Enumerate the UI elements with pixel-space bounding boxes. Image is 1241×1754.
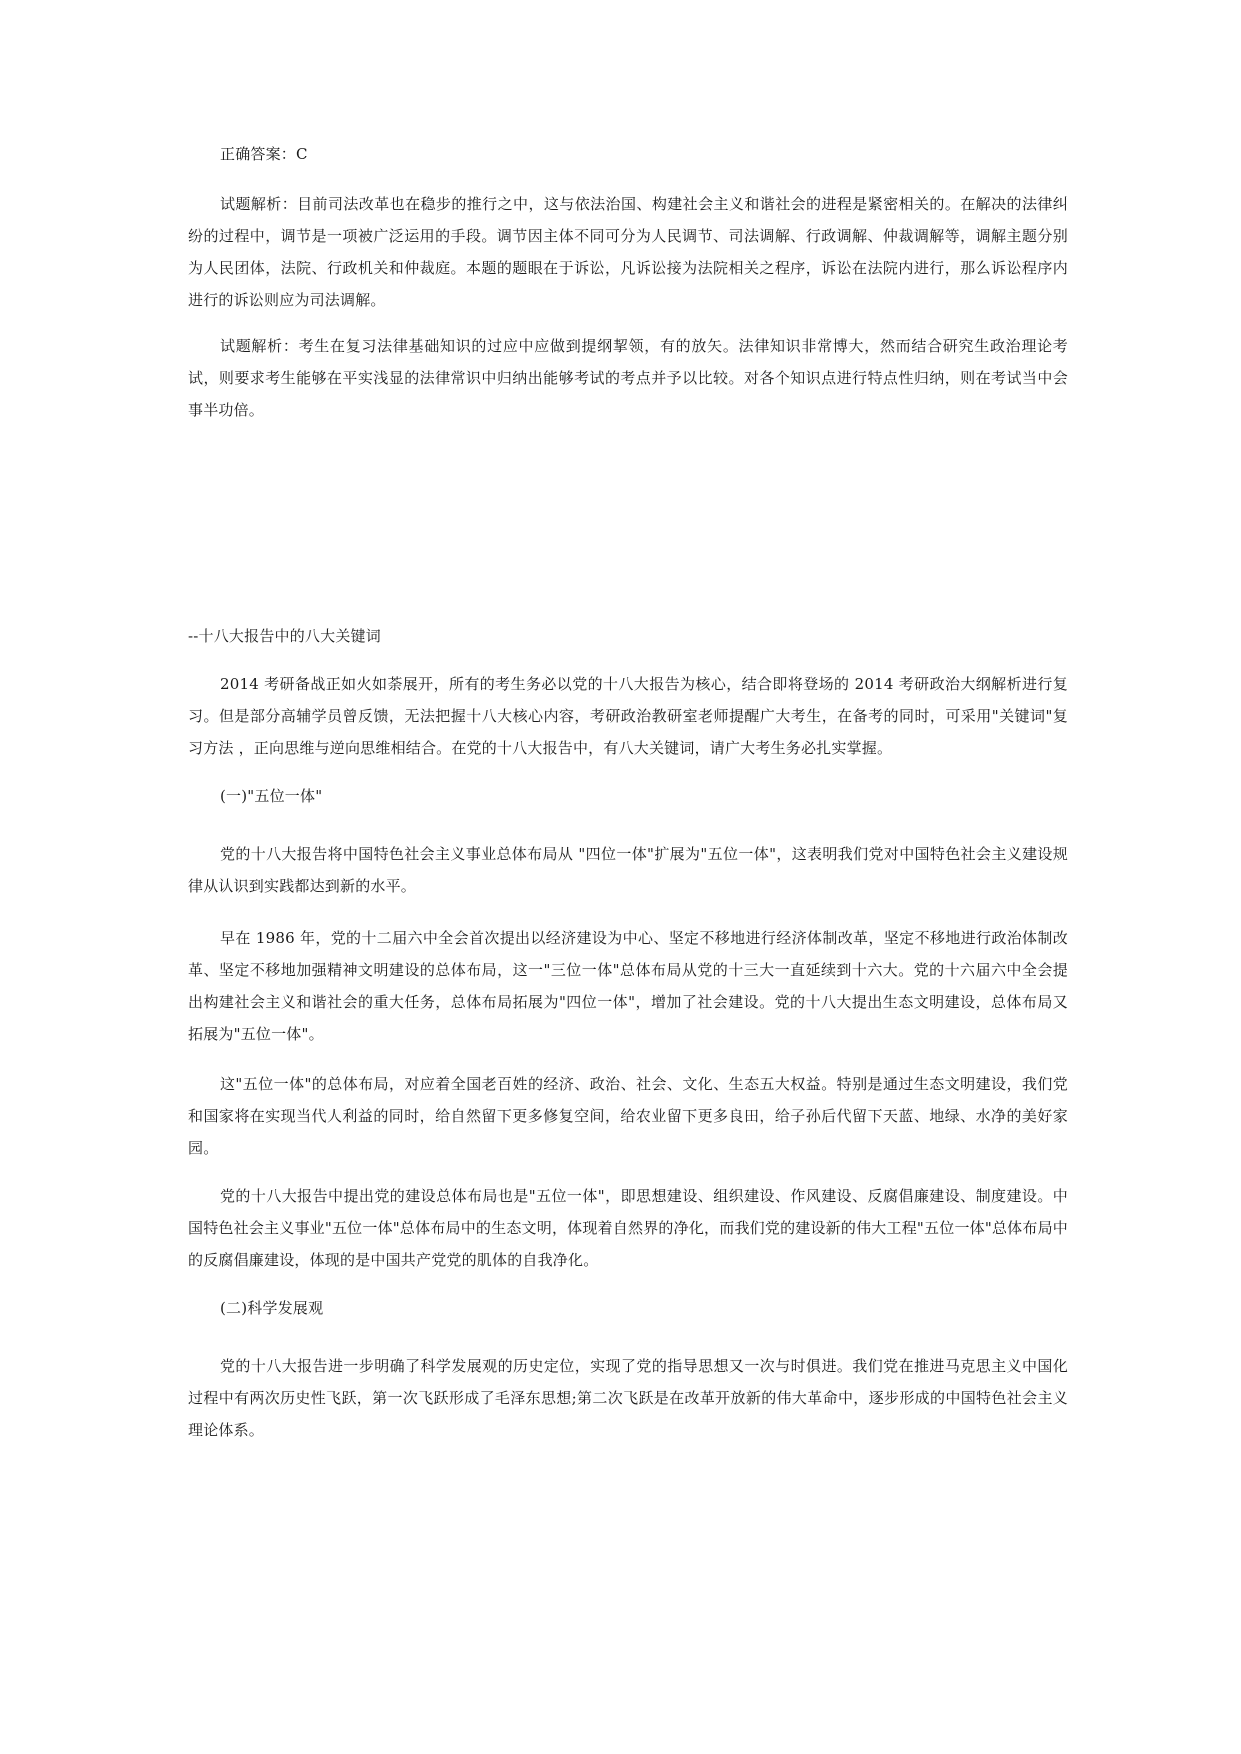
section-title: --十八大报告中的八大关键词 (188, 627, 381, 645)
analysis-paragraph-2: 试题解析：考生在复习法律基础知识的过应中应做到提纲挈领，有的放矢。法律知识非常博大，然而结合研究生政治理论考试，则要求考生能够在平实浅显的法律常识中归纳出能够考试的考点并予以比较。对各个知识点进行特点性归纳，则在考试当中会事半功倍。 (188, 337, 1068, 419)
paragraph-3: 这"五位一体"的总体布局，对应着全国老百姓的经济、政治、社会、文化、生态五大权益。特别是通过生态文明建设，我们党和国家将在实现当代人利益的同时，给自然留下更多修复空间，给农业留下更多良田，给子孙后代留下天蓝、地绿、水净的美好家园。 (188, 1075, 1068, 1157)
intro-paragraph: 2014 考研备战正如火如荼展开，所有的考生务必以党的十八大报告为核心，结合即将登场的 2014 考研政治大纲解析进行复习。但是部分高辅学员曾反馈，无法把握十八大核心内容，考研政治教研室老师提醒广大考生，在备考的同时，可采用"关键词"复习方法 ，正向思维与逆向思维相结合。在党的十八大报告中，有八大关键词，请广大考生务必扎实掌握。 (188, 675, 1068, 757)
analysis-paragraph-1: 试题解析：目前司法改革也在稳步的推行之中，这与依法治国、构建社会主义和谐社会的进程是紧密相关的。在解决的法律纠纷的过程中，调节是一项被广泛运用的手段。调节因主体不同可分为人民调节、司法调解、行政调解、仲裁调解等，调解主题分别为人民团体，法院、行政机关和仲裁庭。本题的题眼在于诉讼，凡诉讼接为法院相关之程序，诉讼在法院内进行，那么诉讼程序内进行的诉讼则应为司法调解。 (188, 195, 1068, 309)
paragraph-4: 党的十八大报告中提出党的建设总体布局也是"五位一体"，即思想建设、组织建设、作风建设、反腐倡廉建设、制度建设。中国特色社会主义事业"五位一体"总体布局中的生态文明，体现着自然界的净化，而我们党的建设新的伟大工程"五位一体"总体布局中的反腐倡廉建设，体现的是中国共产党党的肌体的自我净化。 (188, 1187, 1068, 1269)
paragraph-1: 党的十八大报告将中国特色社会主义事业总体布局从 "四位一体"扩展为"五位一体"，这表明我们党对中国特色社会主义建设规律从认识到实践都达到新的水平。 (188, 845, 1068, 895)
paragraph-2: 早在 1986 年，党的十二届六中全会首次提出以经济建设为中心、坚定不移地进行经济体制改革，坚定不移地进行政治体制改革、坚定不移地加强精神文明建设的总体布局，这一"三位一体"总体布局从党的十三大一直延续到十六大。党的十六届六中全会提出构建社会主义和谐社会的重大任务，总体布局拓展为"四位一体"，增加了社会建设。党的十八大提出生态文明建设，总体布局又拓展为"五位一体"。 (188, 929, 1068, 1043)
paragraph-5: 党的十八大报告进一步明确了科学发展观的历史定位，实现了党的指导思想又一次与时俱进。我们党在推进马克思主义中国化过程中有两次历史性飞跃，第一次飞跃形成了毛泽东思想;第二次飞跃是在改革开放新的伟大革命中，逐步形成的中国特色社会主义理论体系。 (188, 1357, 1068, 1439)
heading-five-in-one: (一)"五位一体" (220, 787, 323, 805)
document-page (188, 0, 1068, 1754)
answer-line: 正确答案：C (220, 145, 308, 163)
heading-scientific-outlook: (二)科学发展观 (220, 1299, 324, 1317)
